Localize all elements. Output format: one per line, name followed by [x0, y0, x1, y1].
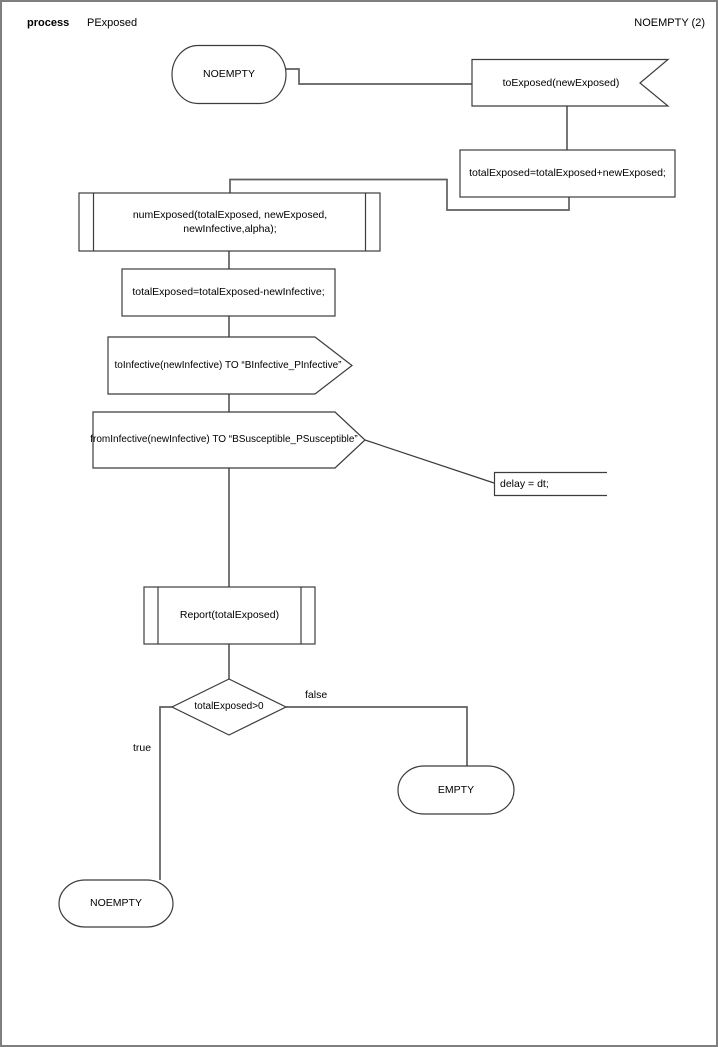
state-noempty-end[interactable] — [59, 880, 173, 927]
procedure-report-label: Report(totalExposed) — [179, 609, 280, 622]
comment-delay-label: delay = dt; — [500, 477, 549, 490]
output-frominfective-label: fromInfective(newInfective) TO “BSusceptible_PSusceptible” — [90, 434, 358, 446]
state-noempty-start-label: NOEMPTY — [203, 68, 255, 81]
comment-delay-box[interactable] — [495, 473, 608, 496]
input-toexposed-label: toExposed(newExposed) — [502, 76, 620, 89]
connector-start-to-input[interactable] — [286, 69, 472, 84]
output-toinfective-label: toInfective(newInfective) TO “BInfective_PInfective” — [114, 359, 342, 371]
diagram-canvas — [2, 2, 718, 1047]
state-empty[interactable] — [398, 766, 514, 814]
procedure-numexposed-line2: newInfective,alpha); — [183, 223, 277, 235]
process-name-label: PExposed — [87, 17, 138, 29]
state-noempty-end-label: NOEMPTY — [90, 897, 142, 910]
procedure-numexposed-line1: numExposed(totalExposed, newExposed, — [132, 208, 328, 221]
task-add-exposed[interactable] — [460, 150, 675, 197]
connector-true-branch[interactable] — [160, 707, 172, 880]
connector-comment-delay[interactable] — [365, 440, 494, 483]
connector-false-branch[interactable] — [286, 707, 467, 766]
true-branch-label: true — [133, 742, 152, 754]
process-kind-label: process — [27, 17, 70, 29]
false-branch-label: false — [305, 689, 328, 701]
procedure-report[interactable] — [144, 587, 315, 644]
output-frominfective[interactable] — [93, 412, 365, 468]
decision-label: totalExposed>0 — [194, 701, 264, 713]
task-add-label: totalExposed=totalExposed+newExposed; — [469, 167, 666, 180]
task-subtract-infective[interactable] — [122, 269, 335, 316]
state-empty-label: EMPTY — [437, 783, 475, 796]
input-toexposed[interactable] — [472, 60, 668, 107]
state-noempty-start[interactable] — [172, 46, 286, 104]
task-subtract-label: totalExposed=totalExposed-newInfective; — [132, 286, 325, 299]
output-toinfective[interactable] — [108, 337, 352, 394]
decision-totalexposed[interactable] — [172, 679, 286, 735]
page-state-label: NOEMPTY (2) — [634, 17, 705, 29]
procedure-numexposed[interactable] — [79, 193, 380, 251]
